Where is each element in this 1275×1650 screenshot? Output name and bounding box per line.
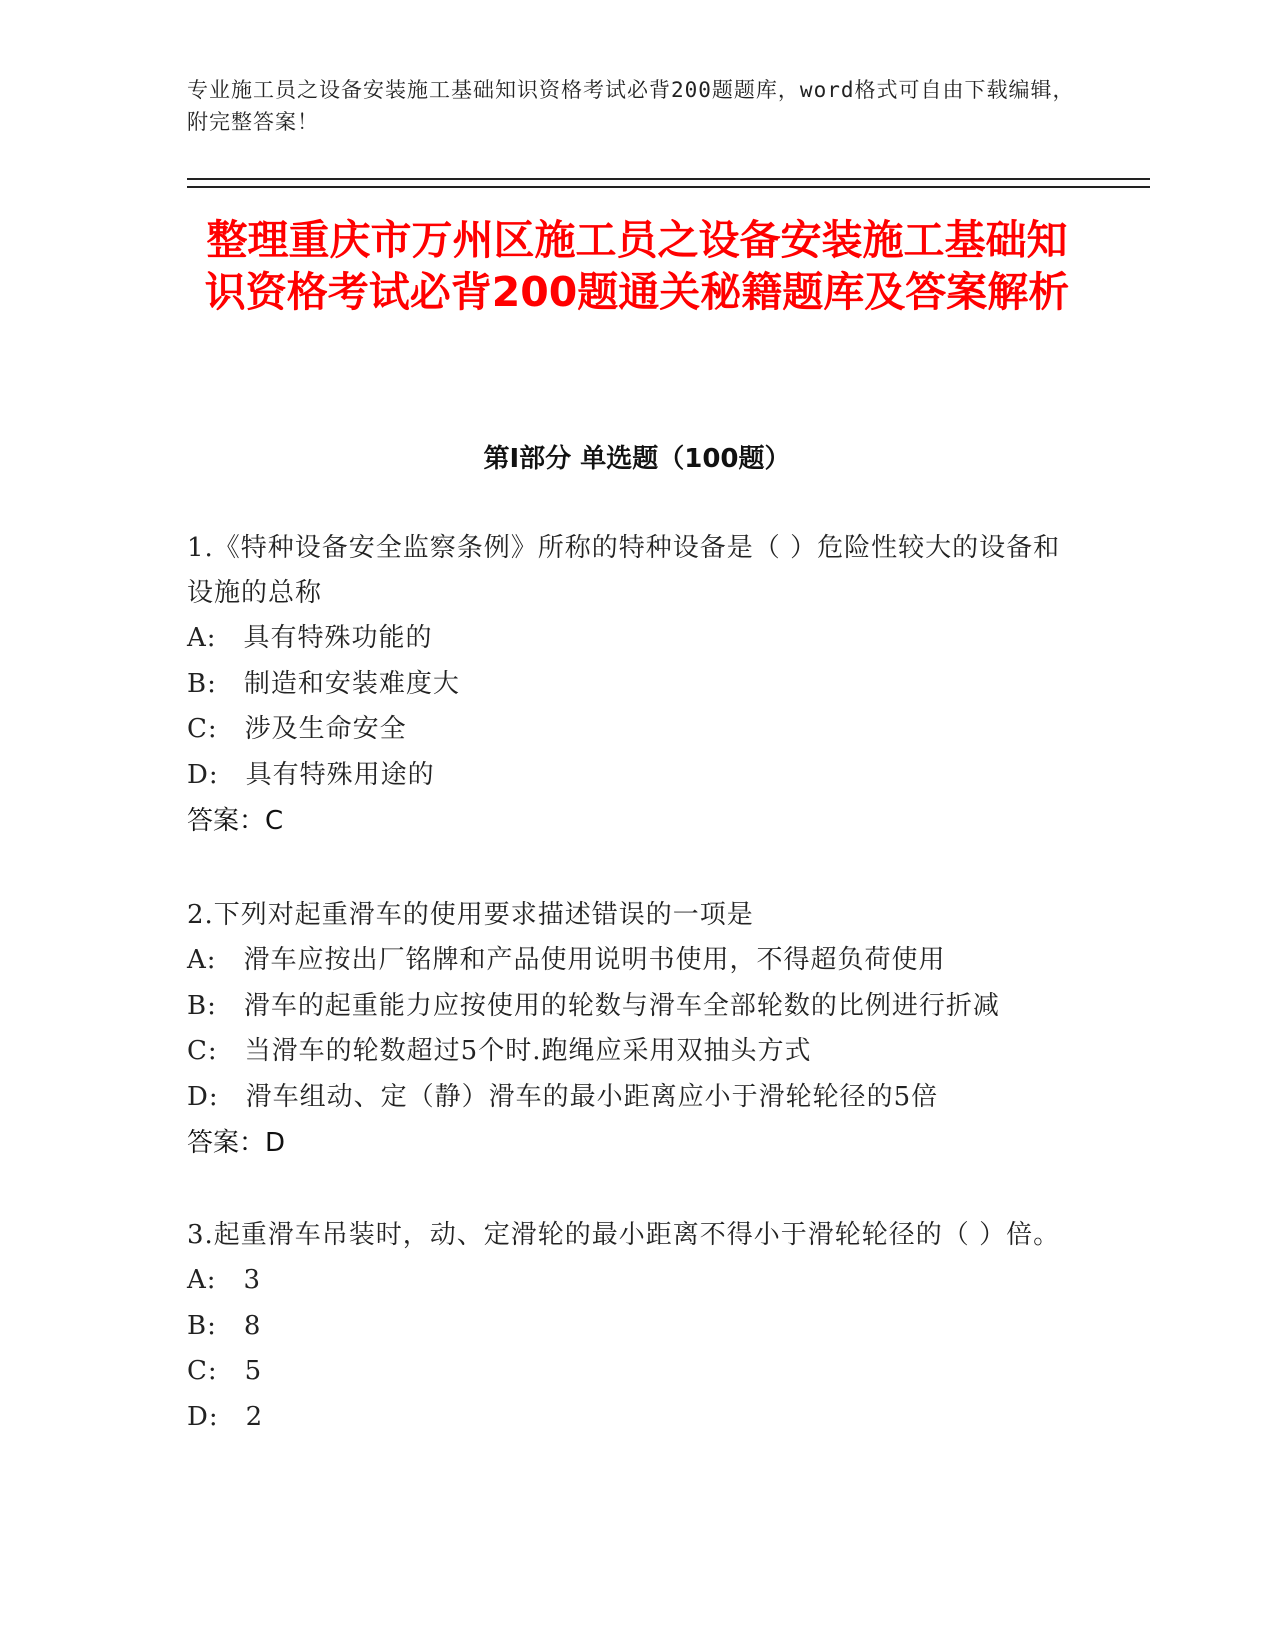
document-title: 整理重庆市万州区施工员之设备安装施工基础知识资格考试必背200题通关秘籍题库及答案解析 [204,216,1070,316]
section-heading: 第Ⅰ部分 单选题（100题） [483,444,791,474]
option-a: A: 3 [187,1265,262,1295]
option-c: C: 当滑车的轮数超过5个时.跑绳应采用双抽头方式 [187,1036,812,1066]
option-b: B: 8 [187,1310,262,1341]
question-stem: 3.起重滑车吊装时，动、定滑轮的最小距离不得小于滑轮轮径的（ ）倍。 [187,1220,1061,1250]
header-divider-top [187,178,1150,180]
question-1 [187,526,1087,844]
option-d: D: 具有特殊用途的 [187,759,435,790]
option-a: A: 滑车应按出厂铭牌和产品使用说明书使用，不得超负荷使用 [187,945,946,975]
option-b: B: 滑车的起重能力应按使用的轮数与滑车全部轮数的比例进行折减 [187,990,1000,1021]
answer-line: 答案：C [187,806,284,836]
question-3 [187,1213,1087,1440]
question-2 [187,893,1087,1166]
header-note: 专业施工员之设备安装施工基础知识资格考试必背200题题库，word格式可自由下载编辑，附完整答案！ [187,78,1075,134]
question-stem: 1.《特种设备安全监察条例》所称的特种设备是（ ）危险性较大的设备和设施的总称 [187,533,1061,608]
header-divider-bottom [187,186,1150,188]
option-c: C: 涉及生命安全 [187,714,407,744]
option-d: D: 滑车组动、定（静）滑车的最小距离应小于滑轮轮径的5倍 [187,1081,939,1112]
option-c: C: 5 [187,1356,263,1386]
answer-line: 答案：D [187,1128,286,1158]
option-d: D: 2 [187,1401,264,1432]
option-b: B: 制造和安装难度大 [187,668,460,699]
option-a: A: 具有特殊功能的 [187,623,433,653]
question-stem: 2.下列对起重滑车的使用要求描述错误的一项是 [187,900,754,930]
